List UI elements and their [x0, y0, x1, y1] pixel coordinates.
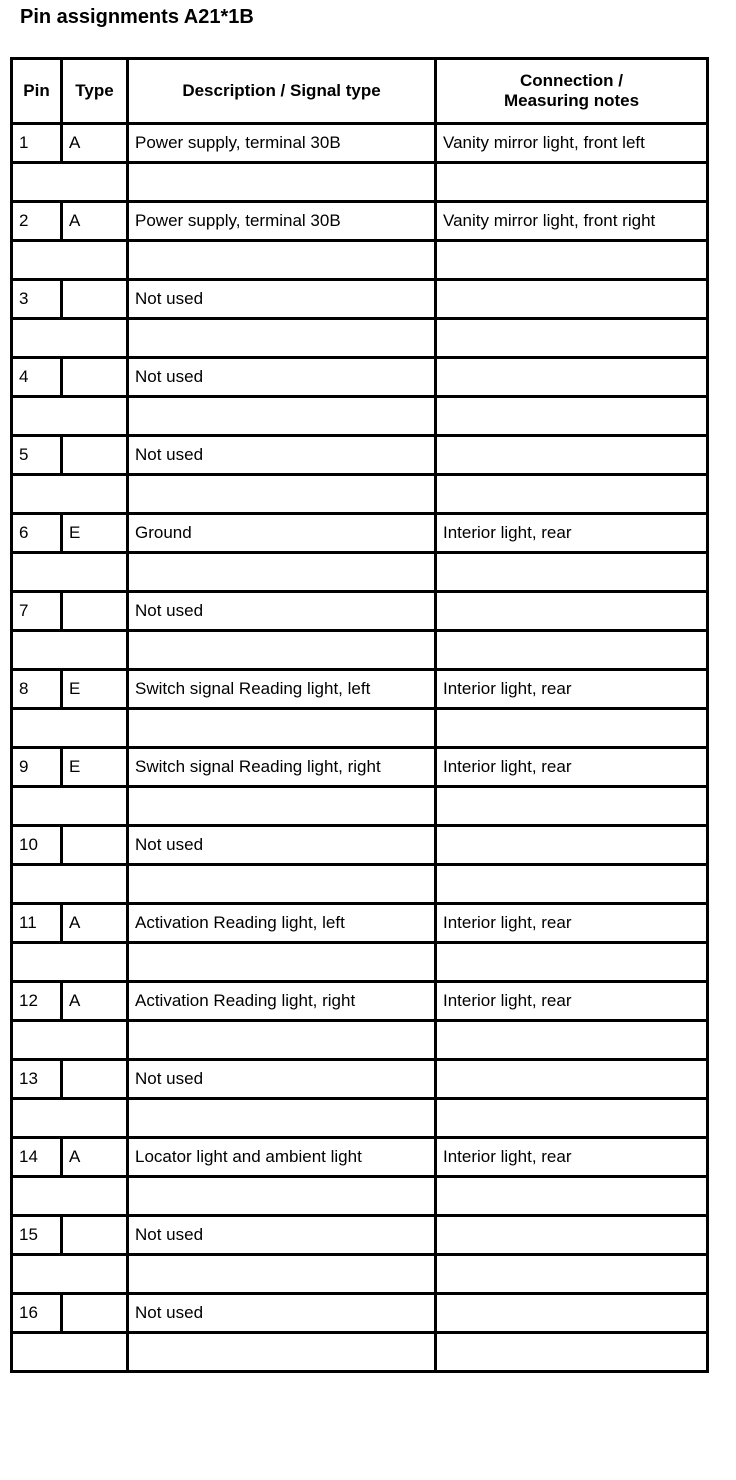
spacer-row [12, 1177, 708, 1216]
pin-cell: 15 [12, 1216, 62, 1255]
type-cell: A [62, 904, 128, 943]
spacer-row [12, 319, 708, 358]
connection-cell [436, 592, 708, 631]
connection-cell: Interior light, rear [436, 514, 708, 553]
description-cell: Not used [128, 358, 436, 397]
connection-cell [436, 358, 708, 397]
spacer-cell [436, 553, 708, 592]
type-cell: E [62, 670, 128, 709]
spacer-cell [12, 241, 128, 280]
table-row [12, 592, 708, 631]
spacer-cell [436, 1021, 708, 1060]
type-cell [62, 1294, 128, 1333]
description-cell: Not used [128, 592, 436, 631]
header-description: Description / Signal type [128, 59, 436, 124]
type-cell [62, 826, 128, 865]
spacer-cell [12, 1177, 128, 1216]
pin-cell: 7 [12, 592, 62, 631]
header-type: Type [62, 59, 128, 124]
spacer-row [12, 1333, 708, 1372]
spacer-cell [12, 475, 128, 514]
spacer-cell [436, 1177, 708, 1216]
description-cell: Not used [128, 1216, 436, 1255]
header-row [12, 59, 708, 124]
spacer-cell [436, 1099, 708, 1138]
header-connection-line2: Measuring notes [503, 91, 640, 110]
type-cell: A [62, 982, 128, 1021]
spacer-row [12, 787, 708, 826]
table-row [12, 1060, 708, 1099]
connection-cell [436, 1216, 708, 1255]
connection-cell: Interior light, rear [436, 1138, 708, 1177]
pin-cell: 8 [12, 670, 62, 709]
spacer-cell [436, 943, 708, 982]
spacer-cell [128, 319, 436, 358]
spacer-cell [128, 1333, 436, 1372]
pin-cell: 4 [12, 358, 62, 397]
spacer-cell [12, 865, 128, 904]
pin-cell: 5 [12, 436, 62, 475]
table-body [12, 124, 708, 1372]
spacer-cell [436, 865, 708, 904]
header-connection-line1: Connection / [520, 71, 623, 90]
spacer-row [12, 163, 708, 202]
spacer-cell [12, 709, 128, 748]
connection-cell: Interior light, rear [436, 904, 708, 943]
spacer-cell [12, 397, 128, 436]
spacer-cell [128, 787, 436, 826]
connection-cell [436, 1060, 708, 1099]
connection-cell: Vanity mirror light, front left [436, 124, 708, 163]
spacer-row [12, 1099, 708, 1138]
spacer-row [12, 241, 708, 280]
type-cell [62, 358, 128, 397]
spacer-row [12, 397, 708, 436]
spacer-cell [128, 1177, 436, 1216]
description-cell: Not used [128, 1294, 436, 1333]
pin-cell: 16 [12, 1294, 62, 1333]
table-row [12, 202, 708, 241]
pin-cell: 6 [12, 514, 62, 553]
connection-cell [436, 280, 708, 319]
type-cell: A [62, 124, 128, 163]
spacer-cell [12, 631, 128, 670]
spacer-cell [436, 397, 708, 436]
table-row [12, 358, 708, 397]
description-cell: Switch signal Reading light, right [128, 748, 436, 787]
type-cell: A [62, 202, 128, 241]
pin-assignment-table [10, 57, 709, 1373]
connection-cell [436, 826, 708, 865]
header-connection [436, 59, 708, 124]
type-cell: A [62, 1138, 128, 1177]
description-cell: Power supply, terminal 30B [128, 202, 436, 241]
description-cell: Power supply, terminal 30B [128, 124, 436, 163]
spacer-cell [436, 241, 708, 280]
spacer-cell [436, 1255, 708, 1294]
type-cell [62, 1216, 128, 1255]
pin-cell: 12 [12, 982, 62, 1021]
spacer-cell [128, 709, 436, 748]
spacer-cell [12, 1099, 128, 1138]
connection-cell: Interior light, rear [436, 670, 708, 709]
connection-cell [436, 436, 708, 475]
table-row [12, 748, 708, 787]
pin-cell: 13 [12, 1060, 62, 1099]
connection-cell [436, 1294, 708, 1333]
description-cell: Activation Reading light, left [128, 904, 436, 943]
type-cell: E [62, 514, 128, 553]
page-title: Pin assignments A21*1B [20, 6, 254, 28]
spacer-cell [128, 475, 436, 514]
spacer-cell [128, 241, 436, 280]
header-pin: Pin [12, 59, 62, 124]
pin-cell: 2 [12, 202, 62, 241]
spacer-cell [12, 319, 128, 358]
spacer-row [12, 631, 708, 670]
spacer-row [12, 553, 708, 592]
pin-cell: 14 [12, 1138, 62, 1177]
spacer-row [12, 1255, 708, 1294]
spacer-row [12, 943, 708, 982]
description-cell: Locator light and ambient light [128, 1138, 436, 1177]
spacer-cell [128, 943, 436, 982]
spacer-cell [128, 1255, 436, 1294]
table-row [12, 982, 708, 1021]
table-row [12, 124, 708, 163]
description-cell: Not used [128, 826, 436, 865]
spacer-cell [12, 1021, 128, 1060]
table-row [12, 1294, 708, 1333]
table-header [12, 59, 708, 124]
spacer-cell [128, 865, 436, 904]
spacer-cell [436, 163, 708, 202]
description-cell: Not used [128, 436, 436, 475]
spacer-cell [12, 787, 128, 826]
spacer-cell [436, 475, 708, 514]
spacer-cell [12, 553, 128, 592]
spacer-row [12, 865, 708, 904]
table-row [12, 904, 708, 943]
table-row [12, 1138, 708, 1177]
description-cell: Activation Reading light, right [128, 982, 436, 1021]
table-row [12, 826, 708, 865]
spacer-cell [128, 397, 436, 436]
spacer-cell [128, 1099, 436, 1138]
spacer-cell [128, 631, 436, 670]
connection-cell: Interior light, rear [436, 982, 708, 1021]
spacer-cell [12, 1255, 128, 1294]
spacer-row [12, 475, 708, 514]
description-cell: Not used [128, 280, 436, 319]
type-cell [62, 280, 128, 319]
spacer-cell [128, 553, 436, 592]
connection-cell: Vanity mirror light, front right [436, 202, 708, 241]
description-cell: Switch signal Reading light, left [128, 670, 436, 709]
type-cell [62, 436, 128, 475]
spacer-cell [436, 319, 708, 358]
description-cell: Ground [128, 514, 436, 553]
spacer-cell [128, 163, 436, 202]
table-row [12, 670, 708, 709]
pin-cell: 10 [12, 826, 62, 865]
spacer-cell [436, 709, 708, 748]
table-row [12, 514, 708, 553]
spacer-cell [12, 943, 128, 982]
table-row [12, 1216, 708, 1255]
spacer-cell [128, 1021, 436, 1060]
type-cell: E [62, 748, 128, 787]
table-row [12, 436, 708, 475]
spacer-cell [436, 1333, 708, 1372]
spacer-cell [12, 1333, 128, 1372]
pin-cell: 3 [12, 280, 62, 319]
pin-cell: 1 [12, 124, 62, 163]
spacer-row [12, 1021, 708, 1060]
type-cell [62, 592, 128, 631]
spacer-cell [436, 787, 708, 826]
type-cell [62, 1060, 128, 1099]
connection-cell: Interior light, rear [436, 748, 708, 787]
description-cell: Not used [128, 1060, 436, 1099]
spacer-cell [436, 631, 708, 670]
pin-cell: 9 [12, 748, 62, 787]
spacer-cell [12, 163, 128, 202]
pin-cell: 11 [12, 904, 62, 943]
spacer-row [12, 709, 708, 748]
table-row [12, 280, 708, 319]
